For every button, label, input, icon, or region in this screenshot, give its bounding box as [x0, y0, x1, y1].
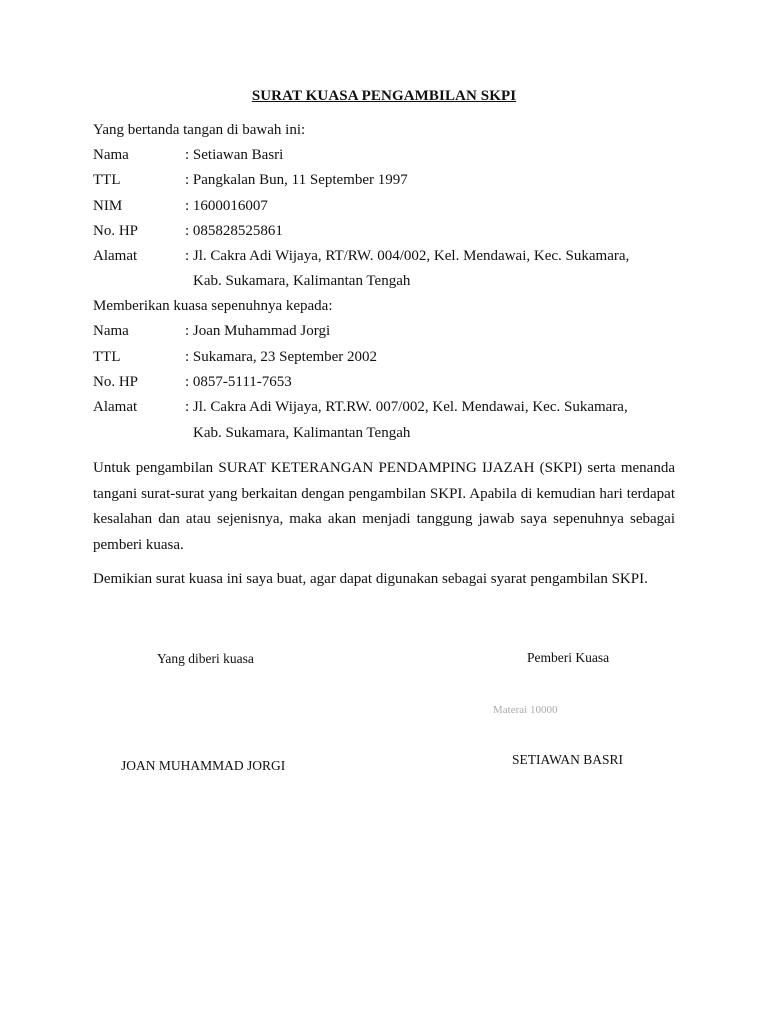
materai-label: Materai 10000 — [493, 704, 558, 716]
transfer-text: Memberikan kuasa sepenuhnya kepada: — [93, 298, 333, 314]
left-signature-role: Yang diberi kuasa — [157, 651, 254, 666]
grantor-ttl-label: TTL — [93, 172, 121, 188]
grantor-alamat-row — [93, 248, 629, 265]
closing-text: Demikian surat kuasa ini saya buat, agar dapat digunakan sebagai syarat pengambilan SKPI. — [93, 571, 648, 587]
grantor-ttl-value: : Pangkalan Bun, 11 September 1997 — [185, 172, 408, 188]
grantee-nama-value: : Joan Muhammad Jorgi — [185, 323, 331, 339]
right-signature-role: Pemberi Kuasa — [527, 650, 610, 665]
grantee-alamat-label: Alamat — [93, 399, 138, 415]
grantor-nim-row — [93, 198, 268, 215]
grantor-nama-row — [93, 147, 283, 164]
grantor-hp-row — [93, 223, 283, 240]
document-title: SURAT KUASA PENGAMBILAN SKPI — [251, 88, 517, 104]
grantee-ttl-value: : Sukamara, 23 September 2002 — [185, 349, 378, 365]
left-signature-name: JOAN MUHAMMAD JORGI — [121, 758, 286, 773]
grantor-ttl-row — [93, 172, 408, 189]
grantee-ttl-row — [93, 349, 377, 366]
grantor-hp-label: No. HP — [93, 223, 139, 239]
grantee-hp-label: No. HP — [93, 374, 139, 390]
grantee-nama-label: Nama — [93, 323, 129, 339]
grantor-alamat-label: Alamat — [93, 248, 138, 264]
grantor-nim-value: : 1600016007 — [185, 198, 268, 214]
grantee-ttl-label: TTL — [93, 349, 121, 365]
grantor-alamat-value: : Jl. Cakra Adi Wijaya, RT/RW. 004/002, Kel. Mendawai, Kec. Sukamara, — [185, 248, 630, 264]
grantor-nama-label: Nama — [93, 147, 129, 163]
grantor-nama-value: : Setiawan Basri — [185, 147, 284, 163]
grantee-alamat-continuation: Kab. Sukamara, Kalimantan Tengah — [193, 425, 411, 441]
grantee-alamat-row — [93, 399, 628, 416]
grantee-alamat-value: : Jl. Cakra Adi Wijaya, RT.RW. 007/002, Kel. Mendawai, Kec. Sukamara, — [185, 399, 628, 415]
intro-text: Yang bertanda tangan di bawah ini: — [93, 122, 306, 138]
grantee-hp-value: : 0857-5111-7653 — [185, 374, 292, 390]
grantor-hp-value: : 085828525861 — [185, 223, 283, 239]
grantor-nim-label: NIM — [93, 198, 123, 214]
right-signature-name: SETIAWAN BASRI — [512, 752, 624, 767]
grantee-nama-row — [93, 323, 330, 340]
grantor-alamat-continuation: Kab. Sukamara, Kalimantan Tengah — [193, 273, 411, 289]
grantee-hp-row — [93, 374, 292, 391]
body-paragraph: Untuk pengambilan SURAT KETERANGAN PENDAMPING IJAZAH (SKPI) serta menanda tangani surat-surat yang berkaitan dengan pengambilan SKPI. Apabila di kemudian hari terdapat kesalahan dan atau sejenisnya, maka akan menjadi tanggung jawab saya sepenuhnya sebagai pemberi kuasa. — [93, 460, 675, 553]
